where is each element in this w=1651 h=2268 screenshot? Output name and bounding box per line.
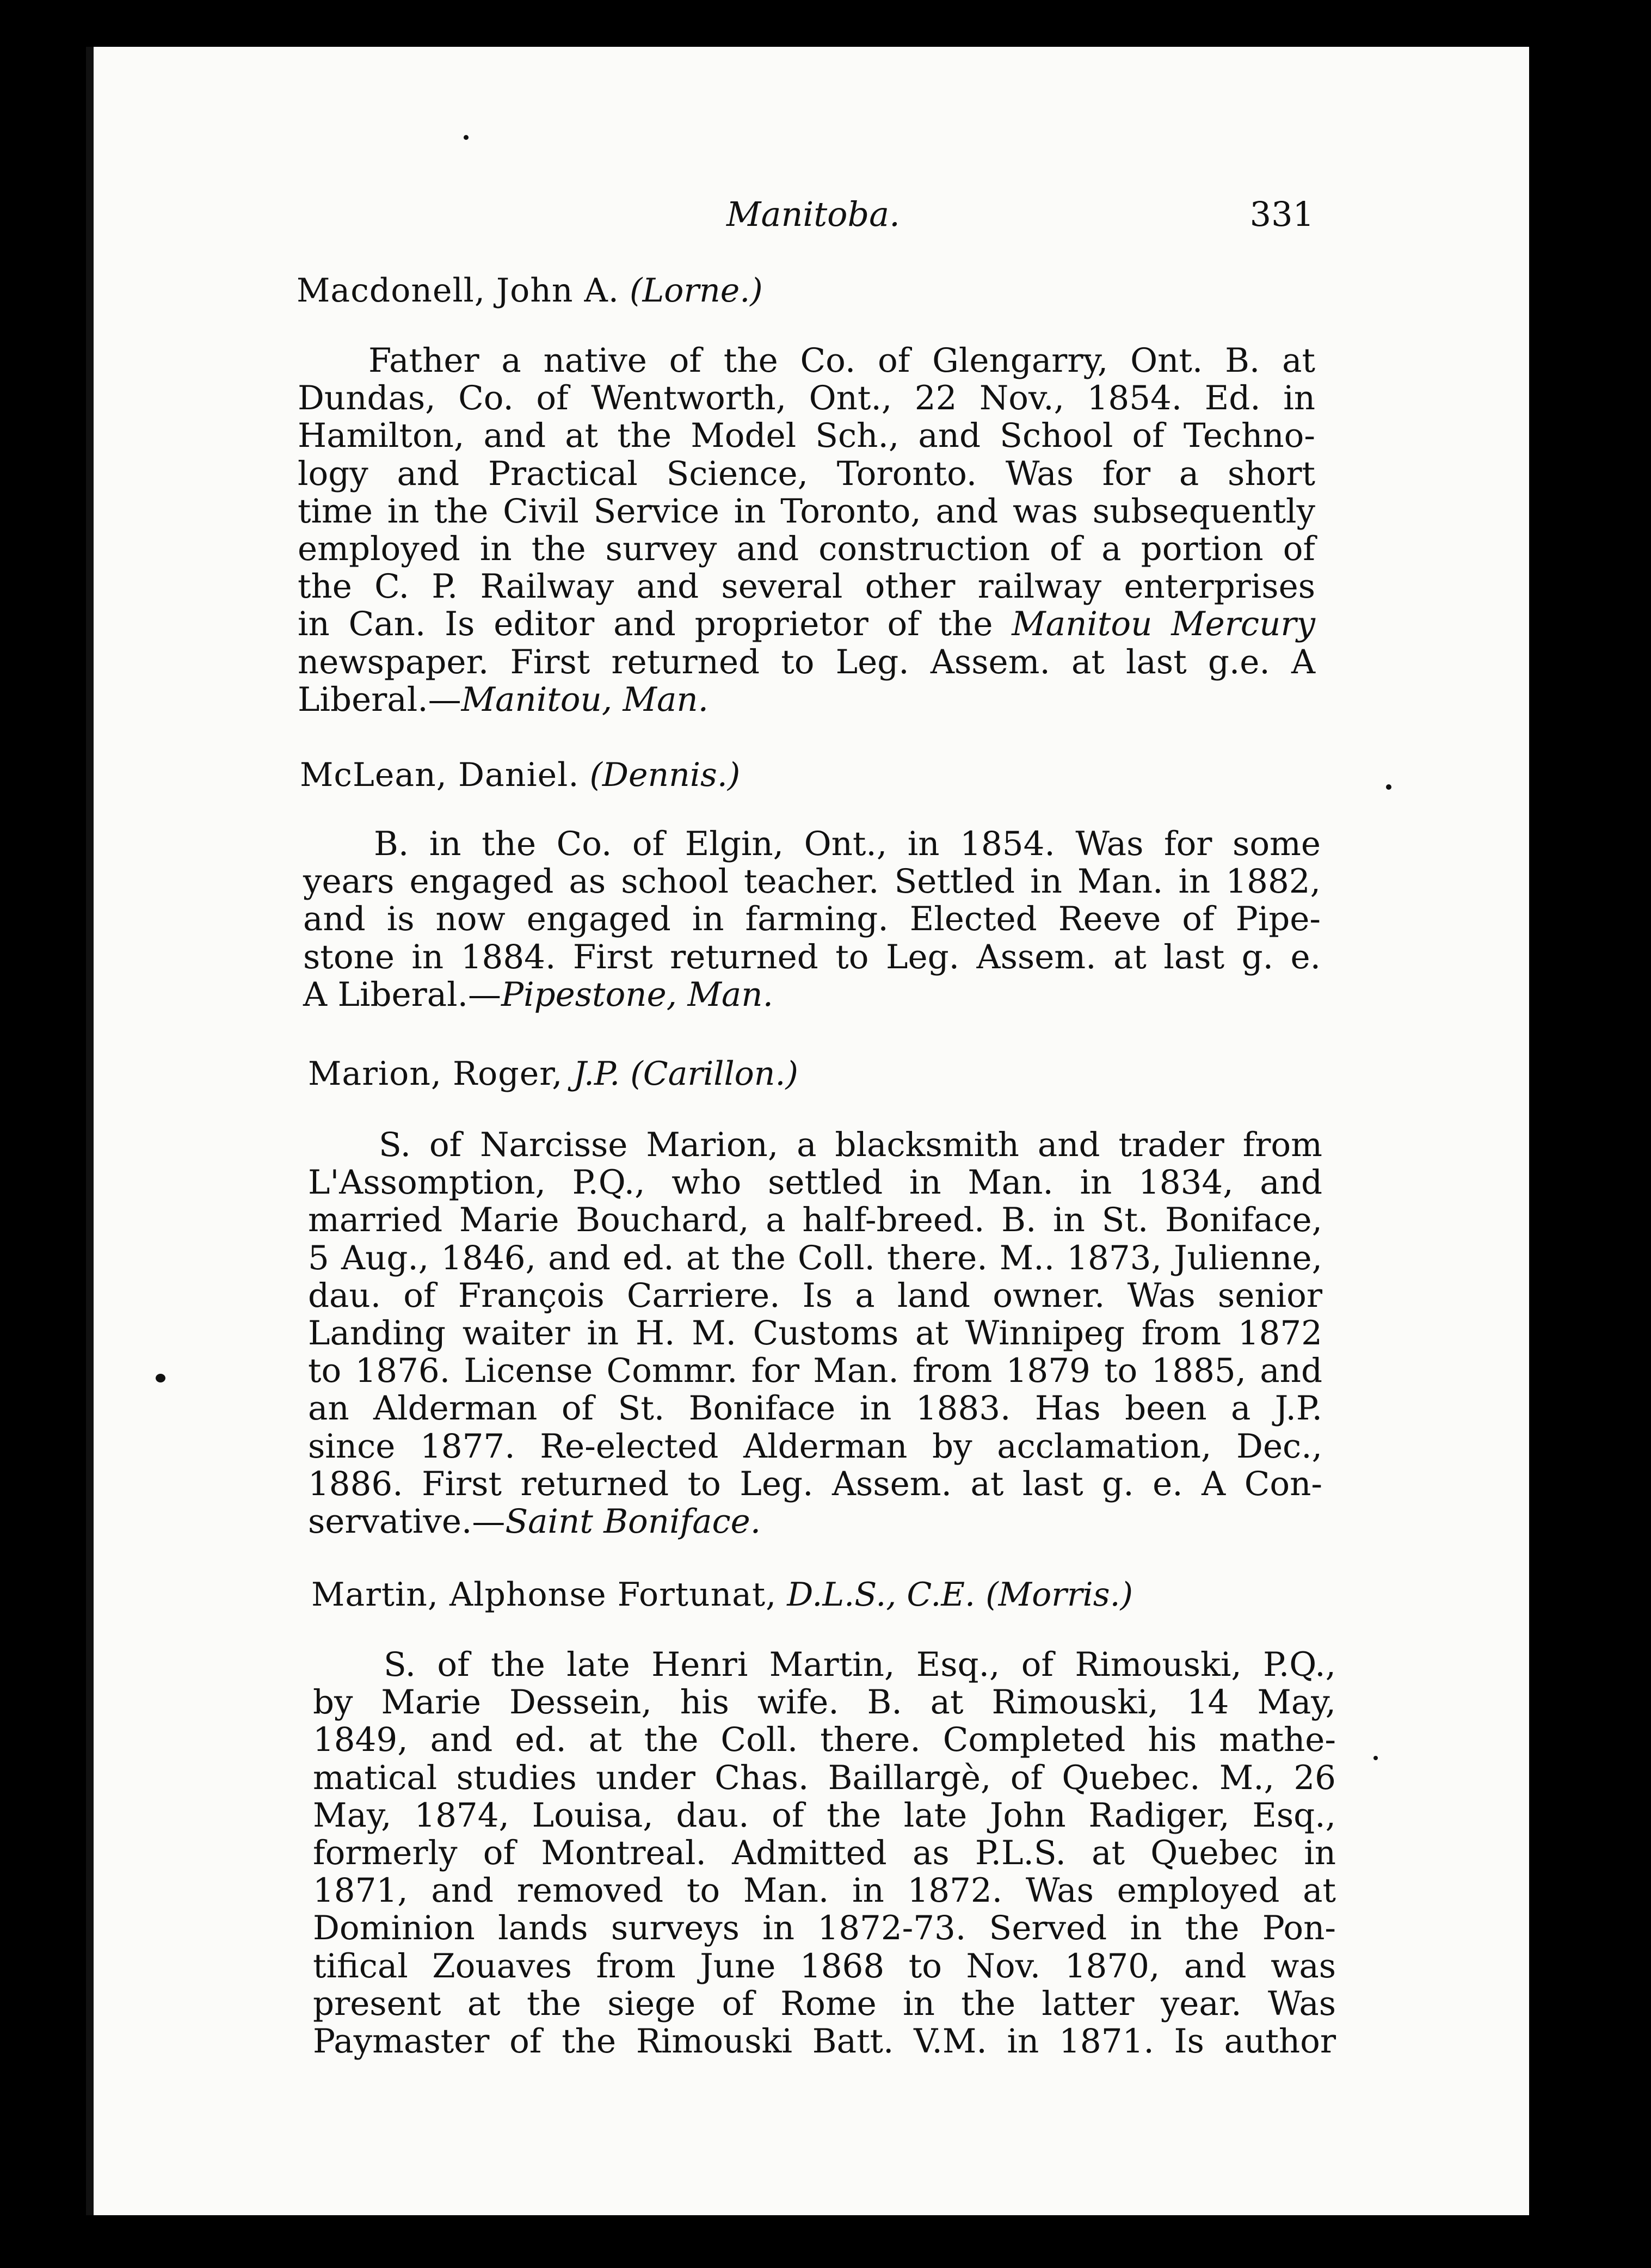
entry-title: D.L.S., C.E. xyxy=(787,1576,976,1614)
entry-body xyxy=(303,825,1321,1013)
text-line: present at the siege of Rome in the latter year. Was xyxy=(313,1984,1336,2023)
text-line: L'Assomption, P.Q., who settled in Man. in 1834, and xyxy=(308,1163,1322,1202)
text-line: Paymaster of the Rimouski Batt. V.M. in 1871. Is author xyxy=(313,2022,1336,2061)
text-line: time in the Civil Service in Toronto, and was subsequently xyxy=(298,491,1315,531)
ink-blot xyxy=(156,1374,165,1382)
entry-body xyxy=(298,342,1315,718)
entry-residence: Manitou, Man. xyxy=(461,680,709,719)
text-line: newspaper. First returned to Leg. Assem. at last g.e. A xyxy=(298,642,1315,681)
entry-riding: (Lorne.) xyxy=(630,272,763,310)
text-line-lead: servative.— xyxy=(308,1502,506,1541)
text-line: Dundas, Co. of Wentworth, Ont., 22 Nov., 1854. Ed. in xyxy=(298,379,1315,418)
text-line: 1871, and removed to Man. in 1872. Was employed at xyxy=(313,1871,1336,1910)
text-line: Father a native of the Co. of Glengarry, Ont. B. at xyxy=(368,341,1315,380)
entry-heading xyxy=(300,754,740,796)
entry-name: Marion, Roger, xyxy=(308,1055,563,1093)
text-line: formerly of Montreal. Admitted as P.L.S. at Quebec in xyxy=(313,1834,1336,1873)
ink-speck xyxy=(1386,784,1391,790)
newspaper-title: Manitou Mercury xyxy=(1012,605,1315,644)
entry-name: McLean, Daniel. xyxy=(300,756,580,794)
text-line: dau. of François Carriere. Is a land owner. Was senior xyxy=(308,1276,1322,1315)
text-line-lead: in Can. Is editor and proprietor of the xyxy=(298,605,993,644)
text-line: B. in the Co. of Elgin, Ont., in 1854. Was for some xyxy=(374,825,1321,863)
text-line: employed in the survey and construction of a portion of xyxy=(298,530,1315,569)
entry-riding: (Carillon.) xyxy=(630,1055,798,1093)
text-line: married Marie Bouchard, a half-breed. B. in St. Boniface, xyxy=(308,1201,1322,1240)
text-line: since 1877. Re-elected Alderman by acclamation, Dec., xyxy=(308,1427,1322,1466)
entry-body xyxy=(313,1646,1336,2060)
entry-body xyxy=(308,1126,1322,1540)
text-line: 5 Aug., 1846, and ed. at the Coll. there. M.. 1873, Julienne, xyxy=(308,1238,1322,1277)
text-line: logy and Practical Science, Toronto. Was for a short xyxy=(298,454,1315,493)
text-line: and is now engaged in farming. Elected Reeve of Pipe- xyxy=(303,900,1321,939)
text-line: S. of the late Henri Martin, Esq., of Rimouski, P.Q., xyxy=(384,1645,1336,1684)
entry-name: Macdonell, John A. xyxy=(297,272,619,310)
entry-name: Martin, Alphonse Fortunat, xyxy=(311,1576,777,1614)
text-line: to 1876. License Commr. for Man. from 1879 to 1885, and xyxy=(308,1351,1322,1391)
text-line xyxy=(298,681,1315,718)
text-line: S. of Narcisse Marion, a blacksmith and trader from xyxy=(379,1126,1322,1164)
entry-heading xyxy=(308,1053,798,1095)
text-line: tifical Zouaves from June 1868 to Nov. 1870, and was xyxy=(313,1946,1336,1986)
running-head xyxy=(726,192,1314,237)
ink-speck xyxy=(1373,1756,1378,1760)
text-line: Landing waiter in H. M. Customs at Winnipeg from 1872 xyxy=(308,1314,1322,1353)
text-line-lead: A Liberal.— xyxy=(303,975,502,1014)
text-line: Hamilton, and at the Model Sch., and School of Techno- xyxy=(298,416,1315,456)
text-line-lead: Liberal.— xyxy=(298,680,461,719)
text-line: Dominion lands surveys in 1872-73. Served in the Pon- xyxy=(313,1909,1336,1948)
entry-riding: (Morris.) xyxy=(985,1576,1133,1614)
entry-riding: (Dennis.) xyxy=(589,756,741,794)
entry-residence: Saint Boniface. xyxy=(505,1502,761,1541)
page-number: 331 xyxy=(1249,194,1314,234)
text-line: an Alderman of St. Boniface in 1883. Has been a J.P. xyxy=(308,1389,1322,1428)
entry-heading xyxy=(297,270,763,311)
ink-speck xyxy=(464,135,469,140)
text-line: 1849, and ed. at the Coll. there. Completed his mathe- xyxy=(313,1720,1336,1760)
entry-title: J.P. xyxy=(573,1055,620,1093)
text-line xyxy=(303,976,1321,1013)
text-line xyxy=(308,1503,1322,1540)
running-head-title: Manitoba. xyxy=(726,194,900,234)
text-line xyxy=(298,605,1315,643)
text-line: stone in 1884. First returned to Leg. Assem. at last g. e. xyxy=(303,937,1321,976)
entry-residence: Pipestone, Man. xyxy=(501,975,773,1014)
text-line: by Marie Dessein, his wife. B. at Rimouski, 14 May, xyxy=(313,1683,1336,1722)
text-line: May, 1874, Louisa, dau. of the late John Radiger, Esq., xyxy=(313,1796,1336,1835)
text-line: years engaged as school teacher. Settled in Man. in 1882, xyxy=(303,862,1321,901)
text-line: matical studies under Chas. Baillargè, of Quebec. M., 26 xyxy=(313,1758,1336,1797)
text-line: 1886. First returned to Leg. Assem. at last g. e. A Con- xyxy=(308,1464,1322,1503)
text-line: the C. P. Railway and several other railway enterprises xyxy=(298,567,1315,606)
entry-heading xyxy=(311,1574,1133,1615)
